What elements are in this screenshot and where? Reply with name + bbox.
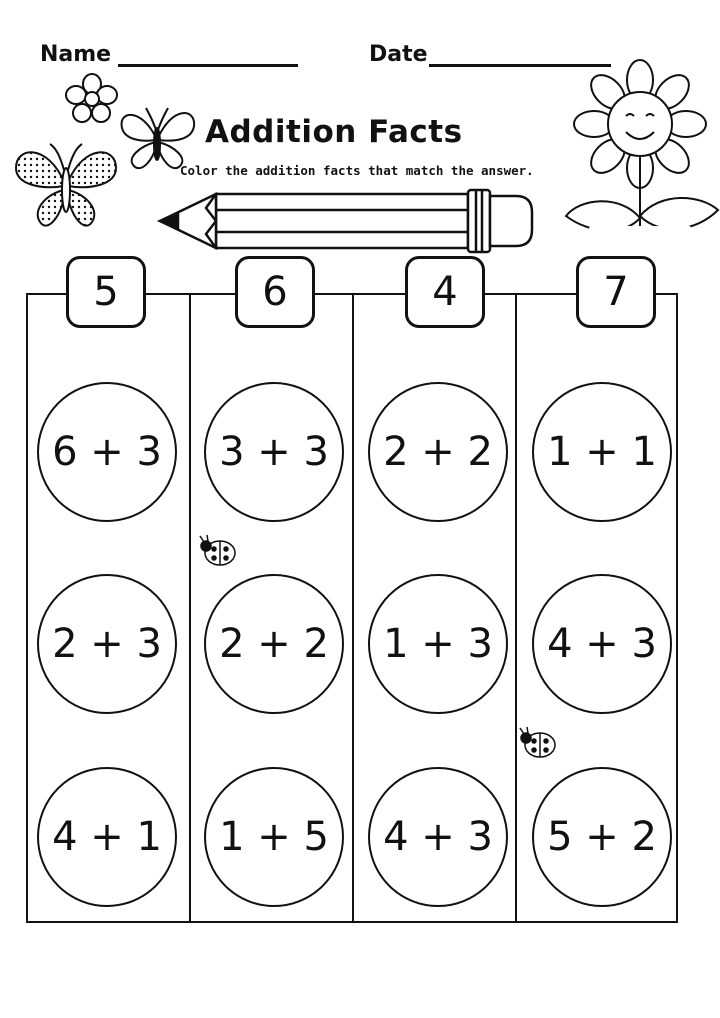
page-title: Addition Facts bbox=[205, 114, 463, 150]
ladybug-icon bbox=[198, 532, 240, 570]
butterfly-icon bbox=[10, 138, 122, 238]
fact-circle[interactable]: 2 + 2 bbox=[204, 574, 344, 714]
name-field[interactable] bbox=[118, 64, 298, 67]
fact-circle[interactable]: 4 + 1 bbox=[37, 767, 177, 907]
date-label: Date bbox=[369, 42, 428, 67]
fact-circle[interactable]: 1 + 5 bbox=[204, 767, 344, 907]
name-label: Name bbox=[40, 42, 112, 67]
answer-box-col-3: 4 bbox=[405, 256, 485, 328]
column-divider bbox=[189, 293, 191, 923]
fact-circle[interactable]: 2 + 2 bbox=[368, 382, 508, 522]
answer-box-col-2: 6 bbox=[235, 256, 315, 328]
column-divider bbox=[515, 293, 517, 923]
answer-box-col-4: 7 bbox=[576, 256, 656, 328]
fact-circle[interactable]: 6 + 3 bbox=[37, 382, 177, 522]
column-divider bbox=[352, 293, 354, 923]
fact-circle[interactable]: 4 + 3 bbox=[532, 574, 672, 714]
instructions-text: Color the addition facts that match the answer. bbox=[180, 163, 534, 178]
ladybug-icon bbox=[518, 724, 560, 762]
fact-circle[interactable]: 1 + 3 bbox=[368, 574, 508, 714]
fact-circle[interactable]: 2 + 3 bbox=[37, 574, 177, 714]
answer-box-col-1: 5 bbox=[66, 256, 146, 328]
sunflower-icon bbox=[560, 58, 720, 254]
fact-circle[interactable]: 1 + 1 bbox=[532, 382, 672, 522]
pencil-icon bbox=[156, 188, 536, 254]
fact-circle[interactable]: 5 + 2 bbox=[532, 767, 672, 907]
fact-circle[interactable]: 3 + 3 bbox=[204, 382, 344, 522]
fact-circle[interactable]: 4 + 3 bbox=[368, 767, 508, 907]
